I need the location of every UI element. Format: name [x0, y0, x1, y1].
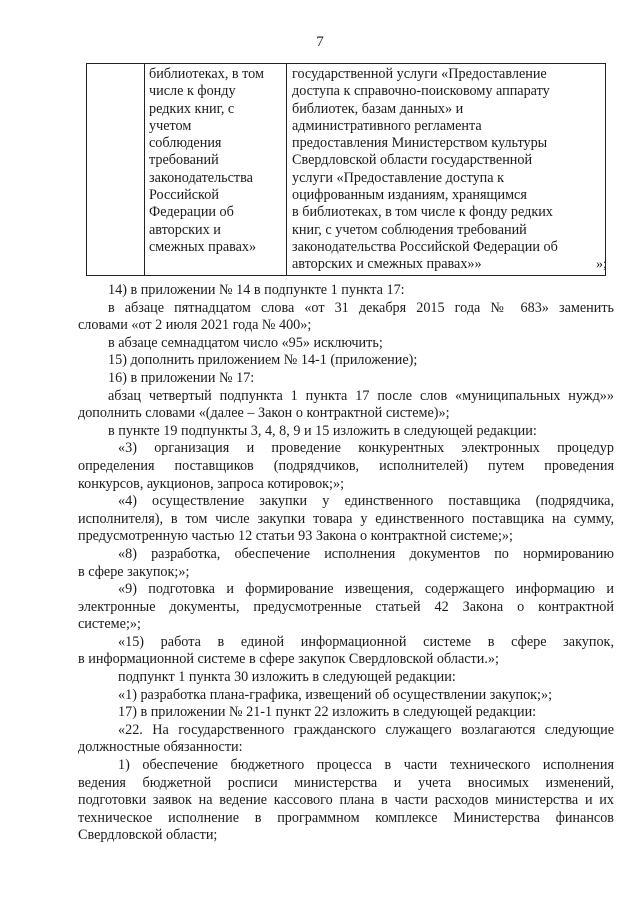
- table-cell-line: требований: [149, 152, 219, 169]
- body-line: подпункт 1 пункта 30 изложить в следующей редакции:: [118, 669, 456, 686]
- table-cell-line: учетом: [149, 117, 192, 134]
- body-line: в пункте 19 подпункты 3, 4, 8, 9 и 15 изложить в следующей редакции:: [108, 422, 537, 439]
- body-line: определения поставщиков (подрядчиков, исполнителей) путем проведения: [78, 457, 614, 474]
- body-line: техническое исполнение в программном комплексе Министерства финансов: [78, 809, 614, 826]
- body-line: в сфере закупок;»;: [78, 563, 190, 580]
- table-cell-line: авторских и смежных правах»»: [292, 256, 482, 273]
- table-cell-line: соблюдения: [149, 135, 222, 152]
- table-cell-line: законодательства Российской Федерации об: [292, 238, 558, 255]
- table-column-divider: [144, 64, 145, 275]
- document-body: [78, 282, 614, 845]
- body-line: «8) разработка, обеспечение исполнения документов по нормированию: [118, 545, 614, 562]
- body-line: «3) организация и проведение конкурентных электронных процедур: [118, 440, 614, 457]
- body-line: ведения бюджетной росписи министерства и учета вносимых изменений,: [78, 774, 614, 791]
- table-cell-line: административного регламента: [292, 117, 482, 134]
- body-line: электронные документы, предусмотренные статьей 42 Закона о контрактной: [78, 598, 614, 615]
- table-cell-line: государственной услуги «Предоставление: [292, 66, 547, 82]
- table-cell-regulation: [292, 66, 602, 274]
- body-line: должностные обязанности:: [78, 739, 243, 756]
- table-cell-line: библиотек, базам данных» и: [292, 100, 464, 117]
- table-cell-line: доступа к справочно-поисковому аппарату: [292, 83, 550, 100]
- body-line: «4) осуществление закупки у единственного поставщика (подрядчика,: [118, 493, 614, 510]
- table-cell-line: авторских и: [149, 221, 221, 238]
- body-line: словами «от 2 июля 2021 года № 400»;: [78, 317, 312, 334]
- table-cell-service-name: [149, 66, 284, 256]
- body-line: исполнителя), в том числе закупки товара у единственного поставщика на сумму,: [78, 510, 614, 527]
- table-cell-line: Федерации об: [149, 204, 234, 221]
- page-number: 7: [316, 34, 324, 50]
- body-line: абзац четвертый подпункта 1 пункта 17 после слов «муниципальных нужд»»: [108, 387, 614, 404]
- body-line: в абзаце пятнадцатом слова «от 31 декабря 2015 года № 683» заменить: [108, 299, 614, 316]
- table-cell-line: услуги «Предоставление доступа к: [292, 169, 505, 186]
- body-line: в информационной системе в сфере закупок Свердловской области.»;: [78, 651, 499, 668]
- table-closing-quote: »;: [596, 257, 607, 272]
- body-line: 17) в приложении № 21-1 пункт 22 изложить в следующей редакции:: [118, 704, 537, 721]
- table-cell-line: в библиотеках, в том числе к фонду редких: [292, 204, 553, 221]
- table-cell-line: смежных правах»: [149, 238, 257, 255]
- table-cell-line: оцифрованным изданиям, хранящимся: [292, 187, 527, 204]
- table-cell-line: числе к фонду: [149, 83, 236, 100]
- body-line: 14) в приложении № 14 в подпункте 1 пункта 17:: [108, 282, 405, 298]
- body-line: предусмотренную частью 12 статьи 93 Закона о контрактной системе;»;: [78, 528, 513, 545]
- continued-table: [86, 63, 606, 276]
- body-line: «22. На государственного гражданского служащего возлагаются следующие: [118, 721, 614, 738]
- table-column-divider: [286, 64, 287, 275]
- body-line: 15) дополнить приложением № 14-1 (приложение);: [108, 352, 418, 369]
- body-line: Свердловской области;: [78, 827, 218, 844]
- body-line: в абзаце семнадцатом число «95» исключить;: [108, 334, 383, 351]
- body-line: «15) работа в единой информационной системе в сфере закупок,: [118, 633, 614, 650]
- body-line: «1) разработка плана-графика, извещений об осуществлении закупок;»;: [118, 686, 553, 703]
- body-line: дополнить словами «(далее – Закон о контрактной системе)»;: [78, 405, 450, 422]
- body-line: 1) обеспечение бюджетного процесса в части технического исполнения: [118, 757, 614, 774]
- table-cell-line: предоставления Министерством культуры: [292, 135, 548, 152]
- table-cell-line: редких книг, с: [149, 100, 235, 117]
- table-cell-line: законодательства: [149, 169, 253, 186]
- body-line: «9) подготовка и формирование извещения, содержащего информацию и: [118, 581, 614, 598]
- body-line: конкурсов, аукционов, запроса котировок;»;: [78, 475, 345, 492]
- table-cell-line: Российской: [149, 187, 219, 204]
- table-cell-line: библиотеках, в том: [149, 66, 264, 82]
- body-line: системе;»;: [78, 616, 141, 633]
- table-cell-line: книг, с учетом соблюдения требований: [292, 221, 527, 238]
- table-cell-line: Свердловской области государственной: [292, 152, 533, 169]
- body-line: 16) в приложении № 17:: [108, 369, 255, 386]
- body-line: подготовки заявок на ведение кассового плана в части расходов министерства и их: [78, 792, 614, 809]
